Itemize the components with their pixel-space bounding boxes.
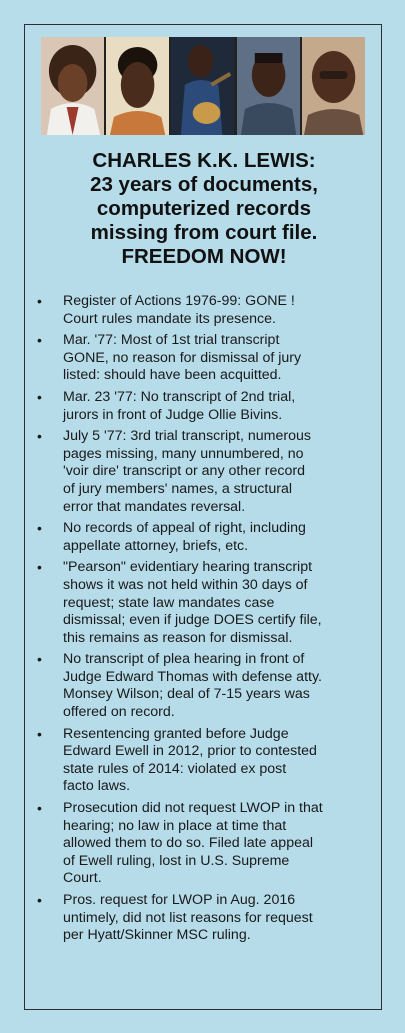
bullet-text [63, 726, 375, 796]
headline-name: CHARLES K.K. LEWIS: [92, 149, 316, 172]
bullet-text-line: jurors in front of Judge Ollie Bivins. [63, 406, 283, 423]
bullet-text-line: shows it was not held within 30 days of [63, 576, 308, 593]
bullet-dot-icon: • [37, 559, 42, 576]
bullet-dot-icon: • [37, 293, 42, 309]
headline-line-4: missing from court file. [90, 221, 318, 244]
bullet-dot-icon: • [37, 520, 42, 537]
bullet-text-line: error that mandates reversal. [63, 498, 246, 515]
list-item [25, 651, 383, 721]
bullet-text-line: request; state law mandates case [63, 594, 275, 611]
bullet-text-line: Mar. 23 '77: No transcript of 2nd trial, [63, 388, 296, 405]
list-item [25, 293, 383, 328]
bullet-text [63, 651, 375, 721]
list-item [25, 559, 383, 647]
headline-line-2: 23 years of documents, [90, 173, 318, 196]
bullet-text-line: this remains as reason for dismissal. [63, 629, 293, 646]
bullet-text-line: hearing; no law in place at time that [63, 817, 287, 834]
bullet-dot-icon: • [37, 332, 42, 349]
guitar-portrait-photo [171, 37, 234, 135]
headline-line-3: computerized records [96, 197, 312, 220]
bullet-text-line: 'voir dire' transcript or any other record [63, 463, 305, 480]
adult-portrait-photo [237, 37, 300, 135]
bullet-text-line: facto laws. [63, 778, 131, 795]
bullet-text [63, 389, 375, 424]
teen-portrait-photo [106, 37, 169, 135]
bullet-text [63, 892, 375, 945]
bullet-text [63, 559, 375, 647]
bullet-text-line: per Hyatt/Skinner MSC ruling. [63, 927, 251, 944]
bullet-text-line: Edward Ewell in 2012, prior to contested [63, 743, 317, 760]
bullet-text-line: Register of Actions 1976-99: GONE ! [63, 293, 295, 309]
bullet-text-line: of Ewell ruling, lost in U.S. Supreme [63, 852, 290, 869]
bullet-dot-icon: • [37, 388, 42, 405]
bullet-dot-icon: • [37, 428, 42, 445]
bullet-text-line: Court rules mandate its presence. [63, 310, 276, 327]
list-item [25, 726, 383, 796]
bullet-text-line: appellate attorney, briefs, etc. [63, 537, 249, 554]
bullet-text [63, 332, 375, 385]
list-item [25, 520, 383, 555]
bullet-text-line: dismissal; even if judge DOES certify file, [63, 612, 322, 629]
bullet-dot-icon: • [37, 725, 42, 742]
bullet-text-line: state rules of 2014: violated ex post [63, 760, 287, 777]
bullet-text-line: offered on record. [63, 704, 175, 721]
bullet-text-line: No transcript of plea hearing in front of [63, 651, 305, 668]
bullet-text-line: July 5 '77: 3rd trial transcript, numerous [63, 428, 311, 445]
bullet-text-line: GONE, no reason for dismissal of jury [63, 349, 302, 366]
bullet-text [63, 800, 375, 888]
bullet-text-line: No records of appeal of right, including [63, 520, 306, 537]
list-item [25, 892, 383, 945]
bullet-text [63, 293, 375, 328]
bullet-text-line: Pros. request for LWOP in Aug. 2016 [63, 892, 296, 908]
bullet-text-line: Court. [63, 870, 102, 887]
child-portrait-photo [41, 37, 104, 135]
bullet-dot-icon: • [37, 651, 42, 668]
headline [25, 149, 383, 269]
headline-slogan: FREEDOM NOW! [121, 245, 287, 268]
bullet-text-line: of jury members' names, a structural [63, 480, 292, 497]
bullet-text-line: pages missing, many unnumbered, no [63, 445, 304, 462]
bullet-text-line: listed: should have been acquitted. [63, 367, 282, 384]
bullet-dot-icon: • [37, 800, 42, 817]
bullet-text-line: Judge Edward Thomas with defense atty. [63, 668, 322, 685]
photo-strip [41, 37, 365, 135]
bullet-text-line: Monsey Wilson; deal of 7-15 years was [63, 686, 310, 703]
bullet-dot-icon: • [37, 892, 42, 908]
bullet-text [63, 520, 375, 555]
bullet-text-line: untimely, did not list reasons for request [63, 909, 313, 926]
list-item [25, 428, 383, 516]
list-item [25, 389, 383, 424]
bullet-text-line: "Pearson" evidentiary hearing transcript [63, 559, 313, 576]
bullet-list [25, 293, 383, 949]
older-portrait-photo [302, 37, 365, 135]
bullet-text-line: allowed them to do so. Filed late appeal [63, 835, 314, 852]
flyer [24, 24, 382, 1010]
bullet-text-line: Prosecution did not request LWOP in that [63, 800, 323, 817]
bullet-text [63, 428, 375, 516]
list-item [25, 800, 383, 888]
bullet-text-line: Resentencing granted before Judge [63, 725, 289, 742]
list-item [25, 332, 383, 385]
bullet-text-line: Mar. '77: Most of 1st trial transcript [63, 332, 280, 349]
